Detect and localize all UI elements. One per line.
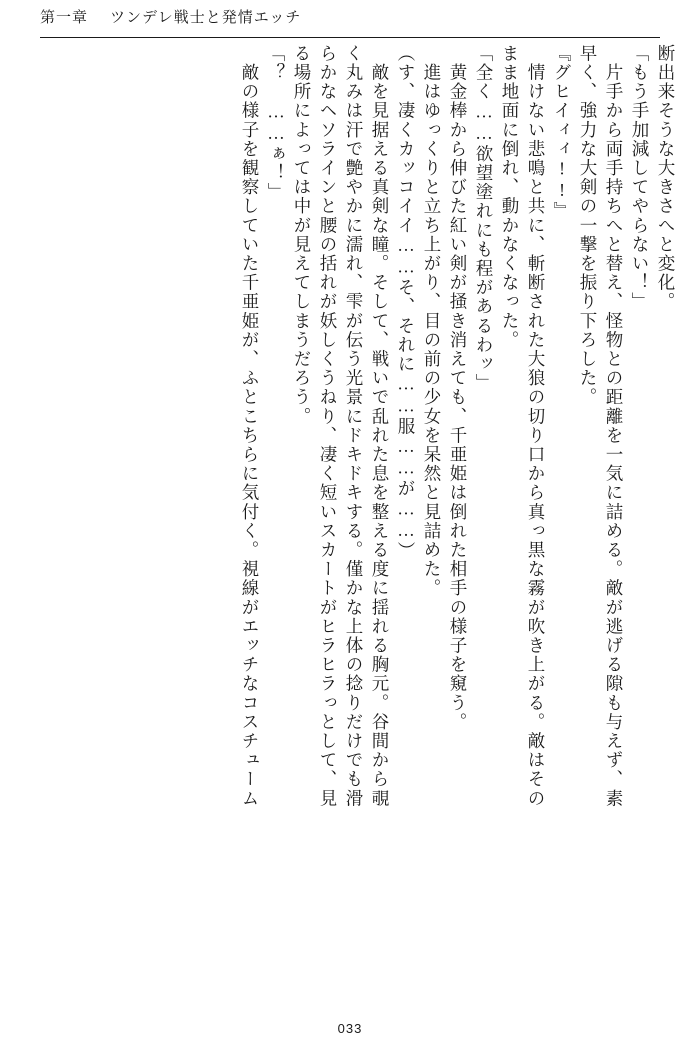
- text-line: く丸みは汗で艶やかに濡れ、雫が伝う光景にドキドキする。僅かな上体の捻りだけでも滑: [344, 44, 364, 808]
- text-line: 『グヒイィィ!!』: [552, 44, 572, 221]
- text-line: （す、凄くカッコイイ……そ、それに……服……が……）: [396, 44, 416, 561]
- text-line: 「？ ……ぁ！」: [266, 44, 286, 202]
- running-header: [40, 8, 660, 38]
- text-line: 「全く……欲望塗れにも程があるわッ」: [474, 44, 494, 393]
- text-line: 断出来そうな大きさへと変化。: [656, 44, 676, 312]
- text-line: 情けない悲鳴と共に、斬断された大狼の切り口から真っ黒な霧が吹き上がる。敵はその: [526, 44, 546, 808]
- chapter-title: ツンデレ戦士と発情エッチ: [110, 10, 302, 26]
- text-line: 黄金棒から伸びた紅い剣が掻き消えても、千亜姫は倒れた相手の様子を窺う。: [448, 44, 468, 732]
- text-line: 進はゆっくりと立ち上がり、目の前の少女を呆然と見詰めた。: [422, 44, 442, 598]
- chapter-number: 第一章: [40, 10, 89, 26]
- text-line: る場所によっては中が見えてしまうだろう。: [292, 44, 312, 426]
- text-line: らかなヘソラインと腰の括れが妖しくうねり、凄く短いスカートがヒラヒラっとして、見: [318, 44, 338, 808]
- text-line: 片手から両手持ちへと替え、怪物との距離を一気に詰める。敵が逃げる隙も与えず、素: [604, 44, 624, 808]
- text-line: 早く、強力な大剣の一撃を振り下ろした。: [578, 44, 598, 407]
- page-number: 033: [337, 1021, 363, 1036]
- body-text-block: [30, 44, 674, 1004]
- text-line: まま地面に倒れ、動かなくなった。: [500, 44, 520, 350]
- text-line: 「もう手加減してやらない！」: [630, 44, 650, 312]
- text-line: 敵を見据える真剣な瞳。そして、戦いで乱れた息を整える度に揺れる胸元。谷間から覗: [370, 44, 390, 808]
- text-line: 敵の様子を観察していた千亜姫が、ふとこちらに気付く。視線がエッチなコスチューム: [240, 44, 260, 808]
